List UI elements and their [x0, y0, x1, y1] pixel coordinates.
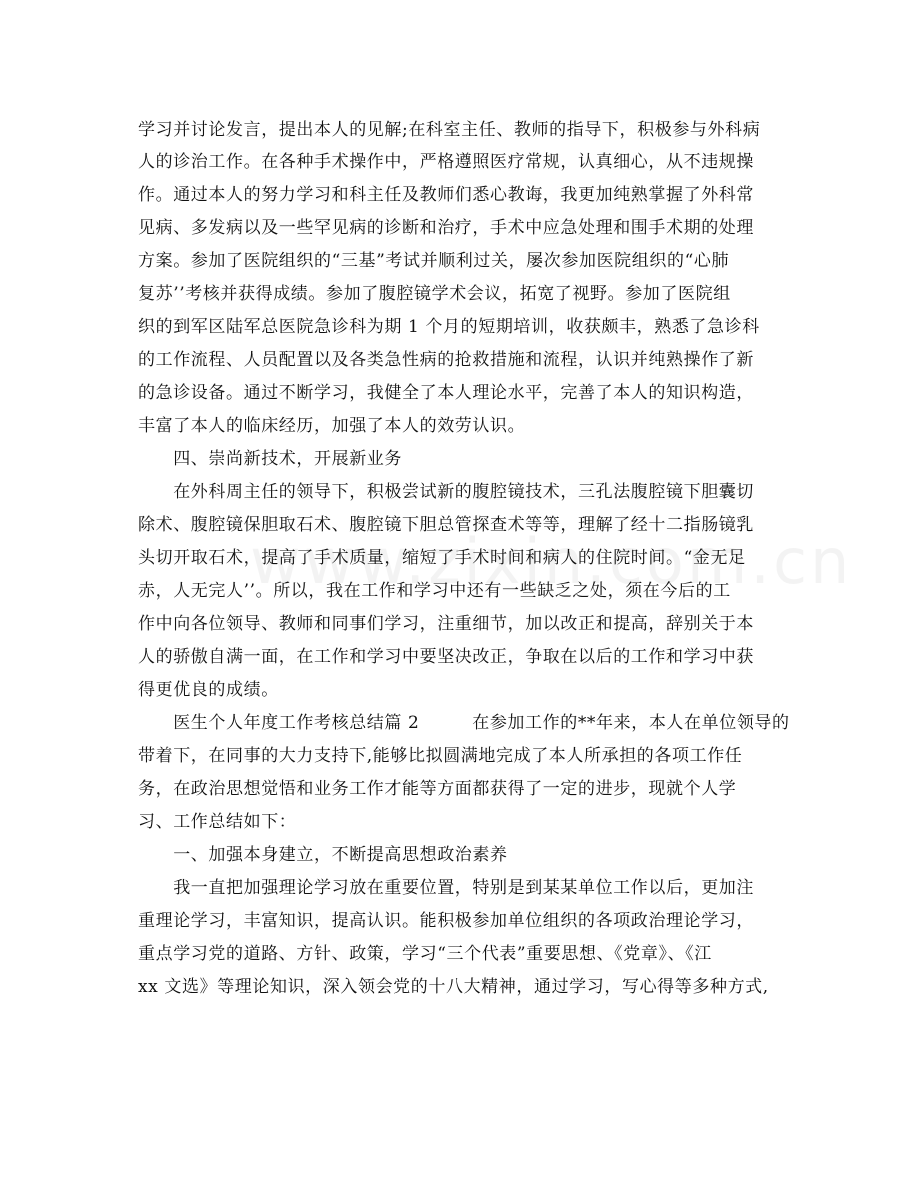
article-title-line: 医生个人年度工作考核总结篇 2 在参加工作的**年来，本人在单位领导的: [138, 713, 790, 733]
text-line: 织的到军区陆军总医院急诊科为期 1 个月的短期培训，收获颇丰，熟悉了急诊科: [138, 317, 760, 337]
text-line: 复苏’’考核并获得成绩。参加了腹腔镜学术会议，拓宽了视野。参加了医院组: [138, 284, 731, 304]
text-line: 赤，人无完人’’。所以，我在工作和学习中还有一些缺乏之处，须在今后的工: [138, 581, 731, 601]
text-line: 重点学习党的道路、方针、政策，学习“三个代表”重要思想、《党章》、《江: [138, 944, 712, 964]
text-line: 学习并讨论发言，提出本人的见解;在科室主任、教师的指导下，积极参与外科病: [138, 120, 761, 140]
section-heading: 一、加强本身建立，不断提高思想政治素养: [138, 845, 508, 865]
text-line: 得更优良的成绩。: [138, 680, 279, 700]
text-line: 的急诊设备。通过不断学习，我健全了本人理论水平，完善了本人的知识构造，: [138, 383, 754, 403]
text-line: 头切开取石术，提高了手术质量，缩短了手术时间和病人的住院时间。“金无足: [138, 548, 746, 568]
text-line: 作。通过本人的努力学习和科主任及教师们悉心教诲，我更加纯熟掌握了外科常: [138, 185, 754, 205]
text-line: 务，在政治思想觉悟和业务工作才能等方面都获得了一定的进步，现就个人学: [138, 779, 737, 799]
text-line: 习、工作总结如下：: [138, 812, 297, 832]
text-line: 带着下，在同事的大力支持下,能够比拟圆满地完成了本人所承担的各项工作任: [138, 746, 743, 766]
text-line: 丰富了本人的临床经历，加强了本人的效劳认识。: [138, 416, 526, 436]
text-line: 人的诊治工作。在各种手术操作中，严格遵照医疗常规，认真细心，从不违规操: [138, 152, 754, 172]
text-line: 重理论学习，丰富知识，提高认识。能积极参加单位组织的各项政治理论学习，: [138, 911, 754, 931]
text-line: 的工作流程、人员配置以及各类急性病的抢救措施和流程，认识并纯熟操作了新: [138, 350, 754, 370]
text-line: 见病、多发病以及一些罕见病的诊断和治疗，手术中应急处理和围手术期的处理: [138, 218, 754, 238]
section-heading: 四、崇尚新技术，开展新业务: [138, 449, 402, 469]
text-line: xx 文选》等理论知识，深入领会党的十八大精神，通过学习，写心得等多种方式,: [138, 977, 769, 997]
text-line: 方案。参加了医院组织的“三基”考试并顺利过关，屡次参加医院组织的“心肺: [138, 251, 730, 271]
text-line: 除术、腹腔镜保胆取石术、腹腔镜下胆总管探查术等等，理解了经十二指肠镜乳: [138, 515, 754, 535]
text-line: 作中向各位领导、教师和同事们学习，注重细节，加以改正和提高，辞别关于本: [138, 614, 754, 634]
text-line: 在外科周主任的领导下，积极尝试新的腹腔镜技术，三孔法腹腔镜下胆囊切: [138, 482, 754, 502]
text-line: 我一直把加强理论学习放在重要位置，特别是到某某单位工作以后，更加注: [138, 878, 754, 898]
text-line: 人的骄傲自满一面，在工作和学习中要坚决改正，争取在以后的工作和学习中获: [138, 647, 754, 667]
